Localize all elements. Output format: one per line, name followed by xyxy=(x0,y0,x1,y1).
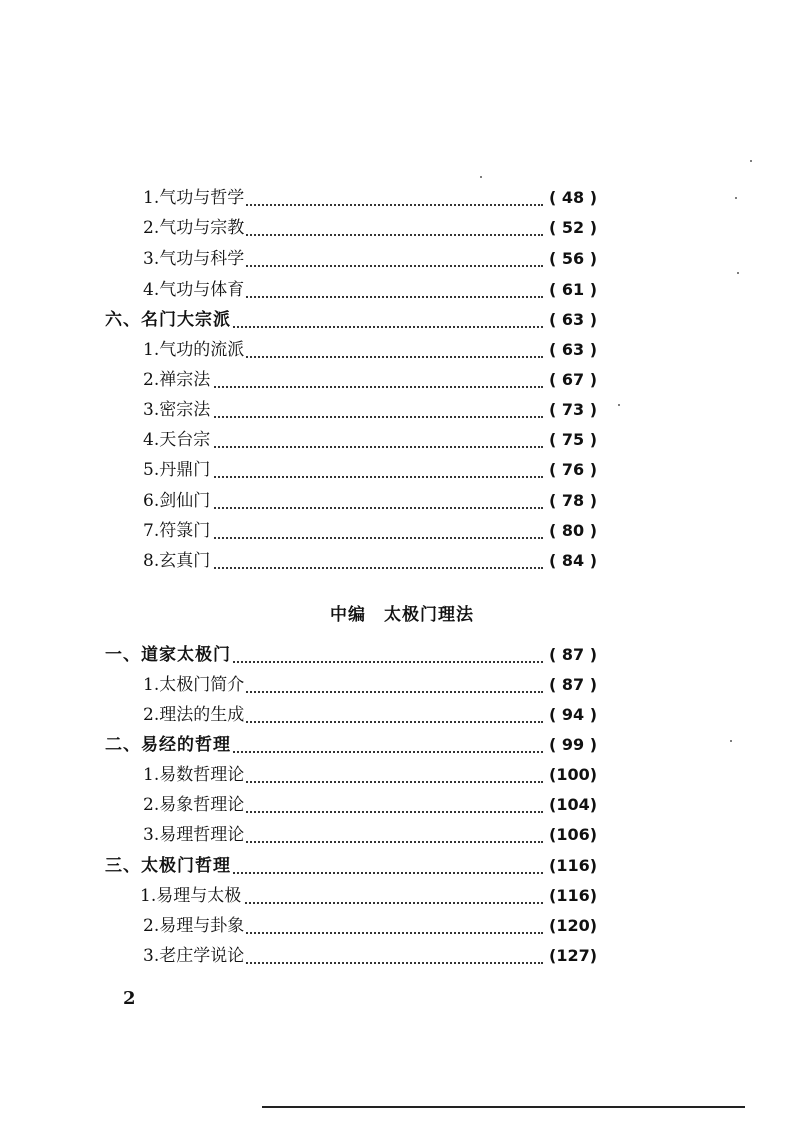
scan-speck xyxy=(737,272,739,274)
toc-entry-page: ( 48 ) xyxy=(549,188,598,207)
section-heading: 中编 太极门理法 xyxy=(330,605,474,625)
toc-entry-page: ( 87 ) xyxy=(549,645,598,664)
toc-entry-label: 6.剑仙门 xyxy=(143,486,212,516)
scan-speck xyxy=(730,740,732,742)
toc-entry-label: 3.易理哲理论 xyxy=(143,820,246,850)
toc-entry-label: 六、名门大宗派 xyxy=(105,305,233,335)
toc-entry-label: 一、道家太极门 xyxy=(105,640,233,670)
toc-entry-page: (127) xyxy=(549,946,598,965)
toc-entry-label: 1.易数哲理论 xyxy=(143,760,246,790)
footer-rule xyxy=(262,1106,745,1108)
toc-entry-page: ( 80 ) xyxy=(549,521,598,540)
toc-entry-label: 4.天台宗 xyxy=(143,425,212,455)
toc-entry-page: (116) xyxy=(549,886,598,905)
toc-entry-page: ( 63 ) xyxy=(549,340,598,359)
toc-entry-page: (120) xyxy=(549,916,598,935)
toc-entry-page: (116) xyxy=(549,856,598,875)
toc-entry-page: ( 56 ) xyxy=(549,249,598,268)
toc-entry-page: (106) xyxy=(549,825,598,844)
toc-entry-page: ( 73 ) xyxy=(549,400,598,419)
toc-entry-label: 1.气功的流派 xyxy=(143,335,246,365)
toc-entry-label: 1.易理与太极 xyxy=(140,881,243,911)
toc-entry-label: 7.符箓门 xyxy=(143,516,212,546)
toc-entry-label: 3.老庄学说论 xyxy=(143,941,246,971)
toc-entry-page: ( 61 ) xyxy=(549,280,598,299)
scan-speck xyxy=(750,160,752,162)
toc-entry-label: 5.丹鼎门 xyxy=(143,455,212,485)
toc-entry-label: 3.密宗法 xyxy=(143,395,212,425)
toc-entry-page: (100) xyxy=(549,765,598,784)
toc-entry[interactable] xyxy=(143,941,598,971)
toc-entry-page: ( 78 ) xyxy=(549,491,598,510)
toc-entry-label: 2.禅宗法 xyxy=(143,365,212,395)
toc-entry-page: ( 67 ) xyxy=(549,370,598,389)
toc-entry-page: ( 94 ) xyxy=(549,705,598,724)
toc-entry-page: ( 84 ) xyxy=(549,551,598,570)
toc-entry-label: 8.玄真门 xyxy=(143,546,212,576)
scan-speck xyxy=(480,176,482,178)
toc-entry-label: 2.易理与卦象 xyxy=(143,911,246,941)
scan-speck xyxy=(618,404,620,406)
toc-entry-page: ( 75 ) xyxy=(549,430,598,449)
toc-entry-label: 1.气功与哲学 xyxy=(143,183,246,213)
toc-entry-label: 2.气功与宗教 xyxy=(143,213,246,243)
toc-entry-page: ( 52 ) xyxy=(549,218,598,237)
toc-entry-label: 二、易经的哲理 xyxy=(105,730,233,760)
toc-entry-label: 2.理法的生成 xyxy=(143,700,246,730)
toc-entry-label: 4.气功与体育 xyxy=(143,275,246,305)
toc-entry-label: 1.太极门简介 xyxy=(143,670,246,700)
scan-speck xyxy=(735,197,737,199)
page-number: 2 xyxy=(123,988,136,1009)
toc-entry-label: 三、太极门哲理 xyxy=(105,851,233,881)
toc-entry-page: ( 99 ) xyxy=(549,735,598,754)
toc-entry-label: 2.易象哲理论 xyxy=(143,790,246,820)
toc-entry[interactable] xyxy=(143,546,598,576)
toc-entry-page: ( 87 ) xyxy=(549,675,598,694)
toc-entry-page: (104) xyxy=(549,795,598,814)
toc-entry-page: ( 76 ) xyxy=(549,460,598,479)
toc-entry-page: ( 63 ) xyxy=(549,310,598,329)
toc-entry-label: 3.气功与科学 xyxy=(143,244,246,274)
